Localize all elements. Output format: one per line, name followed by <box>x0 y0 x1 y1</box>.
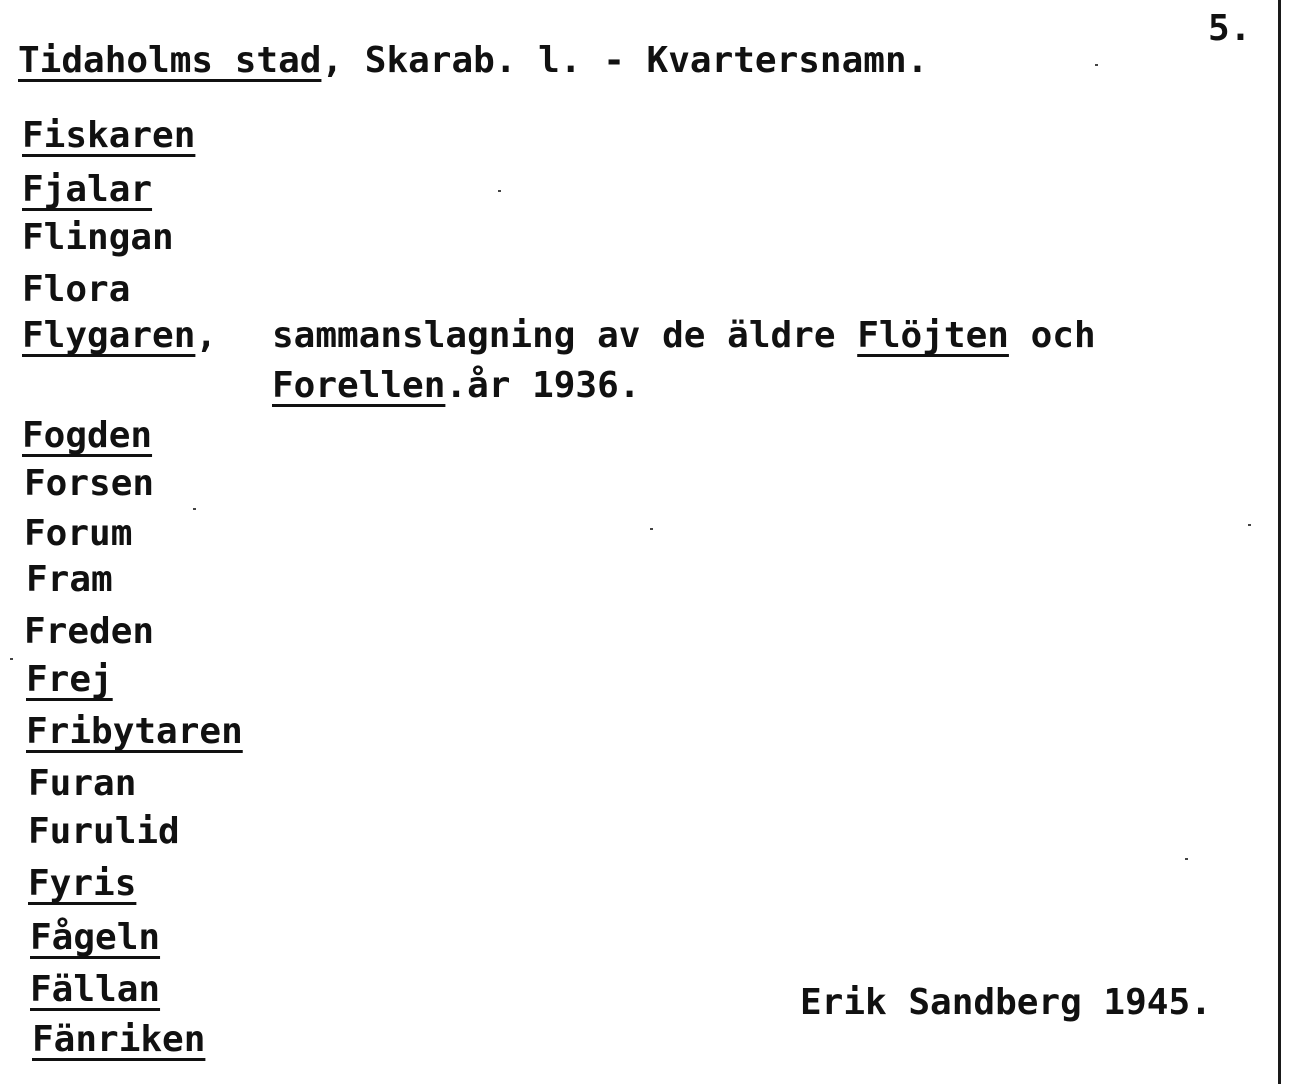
note-former-block-name: Flöjten <box>857 315 1009 356</box>
entry-name: Fänriken <box>32 1019 206 1060</box>
note-text: och <box>1008 315 1096 356</box>
entry-name: Fogden <box>22 415 153 456</box>
paper-speck <box>1248 524 1251 526</box>
page-number: 5. <box>1208 8 1252 49</box>
entry-name: Fiskaren <box>22 115 196 156</box>
entry-17 <box>30 970 160 1010</box>
entry-comma: , <box>195 315 218 356</box>
flygaren-note-line-2 <box>272 366 640 406</box>
entry-10 <box>24 612 154 652</box>
paper-speck <box>1185 858 1188 860</box>
entry-name: Furan <box>28 763 137 804</box>
entry-12 <box>26 712 243 752</box>
entry-name: Fällan <box>30 969 161 1010</box>
note-text: sammanslagning av de äldre <box>272 315 858 356</box>
flygaren-note-line-1 <box>272 316 1096 356</box>
entry-name: Forsen <box>24 463 155 504</box>
entry-name: Flora <box>22 269 131 310</box>
entry-15 <box>28 864 136 904</box>
entry-4 <box>22 270 130 310</box>
entry-1 <box>22 116 195 156</box>
header-rest: , Skarab. l. - Kvartersnamn. <box>321 40 929 81</box>
entry-14 <box>28 812 180 852</box>
paper-speck <box>650 528 653 530</box>
signature: Erik Sandberg 1945. <box>800 982 1212 1023</box>
entry-18 <box>32 1020 205 1060</box>
entry-16 <box>30 918 160 958</box>
entry-name: Freden <box>24 611 155 652</box>
card-right-edge <box>1278 0 1281 1084</box>
paper-speck <box>498 190 501 192</box>
entry-name: Fram <box>26 559 113 600</box>
paper-speck <box>10 658 13 660</box>
entry-name: Forum <box>24 513 133 554</box>
entry-name: Fribytaren <box>26 711 243 752</box>
note-text: .år 1936. <box>445 365 641 406</box>
entry-7 <box>24 464 154 504</box>
entry-name: Flygaren <box>22 315 196 356</box>
entry-name: Fjalar <box>22 169 153 210</box>
entry-6 <box>22 416 152 456</box>
entry-name: Flingan <box>22 217 174 258</box>
entry-name: Fyris <box>28 863 137 904</box>
paper-speck <box>1095 64 1098 66</box>
entry-name: Furulid <box>28 811 180 852</box>
header-place: Tidaholms stad <box>18 40 322 81</box>
entry-13 <box>28 764 136 804</box>
paper-speck <box>193 508 196 510</box>
entry-9 <box>26 560 113 600</box>
card-header <box>18 40 928 81</box>
entry-5 <box>22 316 217 356</box>
entry-2 <box>22 170 152 210</box>
entry-8 <box>24 514 132 554</box>
entry-11 <box>26 660 113 700</box>
entry-name: Frej <box>26 659 113 700</box>
entry-3 <box>22 218 174 258</box>
note-former-block-name: Forellen <box>272 365 446 406</box>
entry-name: Fågeln <box>30 917 161 958</box>
